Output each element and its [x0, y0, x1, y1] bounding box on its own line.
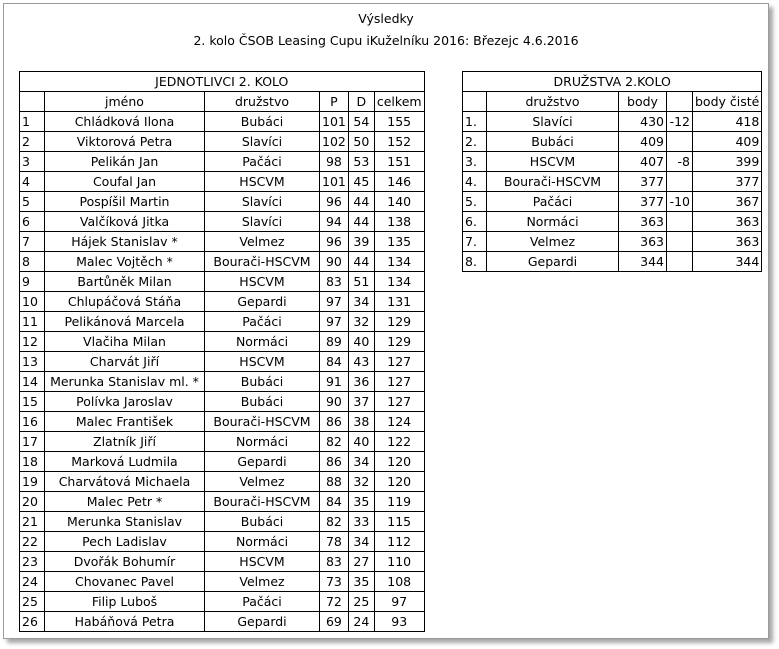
total-cell: 120: [374, 452, 424, 472]
total-cell: 151: [374, 152, 424, 172]
rank-cell: 24: [20, 572, 45, 592]
col-header-total: celkem: [374, 92, 424, 112]
table-row: [20, 292, 425, 312]
team-name-cell: Bubáci: [487, 132, 619, 152]
rank-cell: 3: [20, 152, 45, 172]
table-row: [20, 372, 425, 392]
team-points-cell: 430: [619, 112, 667, 132]
rank-cell: 18: [20, 452, 45, 472]
team-cell: Pačáci: [205, 152, 320, 172]
table-row: [463, 212, 762, 232]
team-name-cell: Velmez: [487, 232, 619, 252]
table-row: [20, 612, 425, 632]
col-header-rank: [20, 92, 45, 112]
total-cell: 122: [374, 432, 424, 452]
team-points-cell: 377: [619, 192, 667, 212]
rank-cell: 16: [20, 412, 45, 432]
table-row: [463, 232, 762, 252]
p-cell: 102: [320, 132, 349, 152]
rank-cell: 7: [20, 232, 45, 252]
p-cell: 101: [320, 172, 349, 192]
total-cell: 127: [374, 372, 424, 392]
rank-cell: 25: [20, 592, 45, 612]
individual-results-table: [19, 71, 425, 632]
name-cell: Chládková Ilona: [45, 112, 205, 132]
total-cell: 93: [374, 612, 424, 632]
total-cell: 124: [374, 412, 424, 432]
p-cell: 69: [320, 612, 349, 632]
team-cell: Gepardi: [205, 612, 320, 632]
rank-cell: 8: [20, 252, 45, 272]
p-cell: 94: [320, 212, 349, 232]
name-cell: Marková Ludmila: [45, 452, 205, 472]
p-cell: 83: [320, 552, 349, 572]
d-cell: 33: [348, 512, 374, 532]
name-cell: Vlačiha Milan: [45, 332, 205, 352]
table-row: [20, 272, 425, 292]
p-cell: 96: [320, 192, 349, 212]
rank-cell: 17: [20, 432, 45, 452]
team-cell: Gepardi: [205, 452, 320, 472]
d-cell: 44: [348, 192, 374, 212]
rank-cell: 19: [20, 472, 45, 492]
p-cell: 101: [320, 112, 349, 132]
rank-cell: 13: [20, 352, 45, 372]
team-net-cell: 409: [693, 132, 762, 152]
team-col-header-rank: [463, 92, 487, 112]
p-cell: 89: [320, 332, 349, 352]
table-row: [463, 252, 762, 272]
p-cell: 91: [320, 372, 349, 392]
total-cell: 120: [374, 472, 424, 492]
rank-cell: 2: [20, 132, 45, 152]
table-row: [20, 352, 425, 372]
total-cell: 119: [374, 492, 424, 512]
page-title: Výsledky: [358, 11, 414, 26]
name-cell: Dvořák Bohumír: [45, 552, 205, 572]
team-rank-cell: 8.: [463, 252, 487, 272]
team-name-cell: Pačáci: [487, 192, 619, 212]
table-row: [20, 552, 425, 572]
team-cell: Bubáci: [205, 112, 320, 132]
d-cell: 34: [348, 532, 374, 552]
rank-cell: 23: [20, 552, 45, 572]
p-cell: 98: [320, 152, 349, 172]
team-cell: Velmez: [205, 572, 320, 592]
team-cell: HSCVM: [205, 272, 320, 292]
table-row: [20, 392, 425, 412]
team-cell: Pačáci: [205, 592, 320, 612]
name-cell: Polívka Jaroslav: [45, 392, 205, 412]
name-cell: Charvátová Michaela: [45, 472, 205, 492]
name-cell: Coufal Jan: [45, 172, 205, 192]
team-cell: Normáci: [205, 432, 320, 452]
total-cell: 97: [374, 592, 424, 612]
rank-cell: 6: [20, 212, 45, 232]
table-row: [463, 172, 762, 192]
team-caption-row: [463, 72, 762, 92]
rank-cell: 5: [20, 192, 45, 212]
team-cell: Bubáci: [205, 392, 320, 412]
rank-cell: 21: [20, 512, 45, 532]
rank-cell: 1: [20, 112, 45, 132]
d-cell: 27: [348, 552, 374, 572]
p-cell: 86: [320, 452, 349, 472]
total-cell: 115: [374, 512, 424, 532]
team-name-cell: Bourači-HSCVM: [487, 172, 619, 192]
total-cell: 127: [374, 392, 424, 412]
rank-cell: 15: [20, 392, 45, 412]
table-row: [20, 172, 425, 192]
total-cell: 129: [374, 332, 424, 352]
team-rank-cell: 1.: [463, 112, 487, 132]
table-row: [463, 132, 762, 152]
individual-header-row: [20, 92, 425, 112]
table-row: [20, 332, 425, 352]
total-cell: 134: [374, 272, 424, 292]
team-cell: HSCVM: [205, 552, 320, 572]
col-header-d: D: [348, 92, 374, 112]
team-net-cell: 399: [693, 152, 762, 172]
team-points-cell: 409: [619, 132, 667, 152]
team-cell: Bubáci: [205, 512, 320, 532]
team-cell: Bourači-HSCVM: [205, 412, 320, 432]
name-cell: Chlupáčová Stáňa: [45, 292, 205, 312]
p-cell: 78: [320, 532, 349, 552]
table-row: [20, 252, 425, 272]
table-row: [20, 572, 425, 592]
table-row: [20, 232, 425, 252]
table-row: [20, 192, 425, 212]
p-cell: 88: [320, 472, 349, 492]
table-row: [20, 412, 425, 432]
name-cell: Chovanec Pavel: [45, 572, 205, 592]
name-cell: Viktorová Petra: [45, 132, 205, 152]
team-penalty-cell: [667, 252, 693, 272]
team-col-header-team: družstvo: [487, 92, 619, 112]
name-cell: Bartůněk Milan: [45, 272, 205, 292]
team-points-cell: 363: [619, 232, 667, 252]
team-cell: Bubáci: [205, 372, 320, 392]
team-penalty-cell: -8: [667, 152, 693, 172]
team-results-table: [462, 71, 762, 272]
team-cell: Slavíci: [205, 212, 320, 232]
page-subtitle: 2. kolo ČSOB Leasing Cupu iKuželníku 2016: Březejc 4.6.2016: [193, 33, 579, 48]
p-cell: 96: [320, 232, 349, 252]
d-cell: 44: [348, 252, 374, 272]
team-name-cell: Normáci: [487, 212, 619, 232]
d-cell: 53: [348, 152, 374, 172]
team-cell: Velmez: [205, 472, 320, 492]
team-net-cell: 363: [693, 212, 762, 232]
table-row: [20, 212, 425, 232]
name-cell: Valčíková Jitka: [45, 212, 205, 232]
table-row: [20, 592, 425, 612]
name-cell: Habáňová Petra: [45, 612, 205, 632]
rank-cell: 10: [20, 292, 45, 312]
team-points-cell: 377: [619, 172, 667, 192]
rank-cell: 22: [20, 532, 45, 552]
d-cell: 43: [348, 352, 374, 372]
d-cell: 39: [348, 232, 374, 252]
d-cell: 40: [348, 432, 374, 452]
team-penalty-cell: [667, 132, 693, 152]
team-net-cell: 363: [693, 232, 762, 252]
team-rank-cell: 2.: [463, 132, 487, 152]
p-cell: 90: [320, 252, 349, 272]
team-cell: Pačáci: [205, 312, 320, 332]
table-row: [20, 532, 425, 552]
team-rank-cell: 4.: [463, 172, 487, 192]
team-net-cell: 377: [693, 172, 762, 192]
name-cell: Merunka Stanislav ml. *: [45, 372, 205, 392]
team-cell: Slavíci: [205, 192, 320, 212]
total-cell: 112: [374, 532, 424, 552]
team-cell: Slavíci: [205, 132, 320, 152]
name-cell: Pech Ladislav: [45, 532, 205, 552]
team-col-header-points: body: [619, 92, 667, 112]
name-cell: Malec František: [45, 412, 205, 432]
individual-caption-row: [20, 72, 425, 92]
d-cell: 32: [348, 472, 374, 492]
table-row: [20, 492, 425, 512]
p-cell: 86: [320, 412, 349, 432]
team-cell: Bourači-HSCVM: [205, 252, 320, 272]
team-cell: HSCVM: [205, 172, 320, 192]
rank-cell: 9: [20, 272, 45, 292]
rank-cell: 20: [20, 492, 45, 512]
p-cell: 83: [320, 272, 349, 292]
team-name-cell: Gepardi: [487, 252, 619, 272]
col-header-p: P: [320, 92, 349, 112]
name-cell: Malec Petr *: [45, 492, 205, 512]
rank-cell: 26: [20, 612, 45, 632]
team-penalty-cell: -10: [667, 192, 693, 212]
total-cell: 134: [374, 252, 424, 272]
col-header-team: družstvo: [205, 92, 320, 112]
team-cell: HSCVM: [205, 352, 320, 372]
p-cell: 97: [320, 292, 349, 312]
rank-cell: 14: [20, 372, 45, 392]
table-row: [20, 432, 425, 452]
d-cell: 34: [348, 452, 374, 472]
table-row: [20, 132, 425, 152]
p-cell: 73: [320, 572, 349, 592]
team-points-cell: 363: [619, 212, 667, 232]
total-cell: 127: [374, 352, 424, 372]
d-cell: 32: [348, 312, 374, 332]
team-penalty-cell: [667, 172, 693, 192]
table-row: [463, 152, 762, 172]
team-rank-cell: 5.: [463, 192, 487, 212]
team-caption: DRUŽSTVA 2.KOLO: [463, 72, 762, 92]
d-cell: 44: [348, 212, 374, 232]
team-rank-cell: 7.: [463, 232, 487, 252]
name-cell: Filip Luboš: [45, 592, 205, 612]
total-cell: 131: [374, 292, 424, 312]
total-cell: 155: [374, 112, 424, 132]
total-cell: 110: [374, 552, 424, 572]
p-cell: 97: [320, 312, 349, 332]
table-row: [463, 112, 762, 132]
d-cell: 54: [348, 112, 374, 132]
d-cell: 37: [348, 392, 374, 412]
d-cell: 40: [348, 332, 374, 352]
team-cell: Gepardi: [205, 292, 320, 312]
team-col-header-net: body čisté: [693, 92, 762, 112]
total-cell: 135: [374, 232, 424, 252]
d-cell: 38: [348, 412, 374, 432]
d-cell: 25: [348, 592, 374, 612]
table-row: [20, 452, 425, 472]
team-name-cell: HSCVM: [487, 152, 619, 172]
team-cell: Normáci: [205, 332, 320, 352]
team-header-row: [463, 92, 762, 112]
table-row: [463, 192, 762, 212]
rank-cell: 11: [20, 312, 45, 332]
rank-cell: 12: [20, 332, 45, 352]
team-penalty-cell: [667, 232, 693, 252]
total-cell: 146: [374, 172, 424, 192]
table-row: [20, 472, 425, 492]
total-cell: 129: [374, 312, 424, 332]
team-points-cell: 407: [619, 152, 667, 172]
team-rank-cell: 3.: [463, 152, 487, 172]
name-cell: Charvát Jiří: [45, 352, 205, 372]
team-rank-cell: 6.: [463, 212, 487, 232]
p-cell: 90: [320, 392, 349, 412]
team-col-header-penalty: [667, 92, 693, 112]
d-cell: 36: [348, 372, 374, 392]
name-cell: Merunka Stanislav: [45, 512, 205, 532]
team-cell: Normáci: [205, 532, 320, 552]
table-row: [20, 112, 425, 132]
p-cell: 82: [320, 512, 349, 532]
total-cell: 108: [374, 572, 424, 592]
team-points-cell: 344: [619, 252, 667, 272]
team-penalty-cell: -12: [667, 112, 693, 132]
col-header-name: jméno: [45, 92, 205, 112]
table-row: [20, 512, 425, 532]
name-cell: Pelikán Jan: [45, 152, 205, 172]
d-cell: 51: [348, 272, 374, 292]
p-cell: 84: [320, 492, 349, 512]
team-net-cell: 418: [693, 112, 762, 132]
team-cell: Bourači-HSCVM: [205, 492, 320, 512]
total-cell: 152: [374, 132, 424, 152]
d-cell: 35: [348, 572, 374, 592]
d-cell: 35: [348, 492, 374, 512]
individual-caption: JEDNOTLIVCI 2. KOLO: [20, 72, 425, 92]
team-net-cell: 367: [693, 192, 762, 212]
table-row: [20, 152, 425, 172]
name-cell: Zlatník Jiří: [45, 432, 205, 452]
name-cell: Pelikánová Marcela: [45, 312, 205, 332]
p-cell: 84: [320, 352, 349, 372]
p-cell: 72: [320, 592, 349, 612]
team-name-cell: Slavíci: [487, 112, 619, 132]
d-cell: 24: [348, 612, 374, 632]
rank-cell: 4: [20, 172, 45, 192]
table-row: [20, 312, 425, 332]
team-cell: Velmez: [205, 232, 320, 252]
name-cell: Malec Vojtěch *: [45, 252, 205, 272]
d-cell: 45: [348, 172, 374, 192]
p-cell: 82: [320, 432, 349, 452]
d-cell: 34: [348, 292, 374, 312]
name-cell: Hájek Stanislav *: [45, 232, 205, 252]
total-cell: 140: [374, 192, 424, 212]
name-cell: Pospíšil Martin: [45, 192, 205, 212]
results-sheet: [3, 3, 769, 639]
team-net-cell: 344: [693, 252, 762, 272]
team-penalty-cell: [667, 212, 693, 232]
total-cell: 138: [374, 212, 424, 232]
d-cell: 50: [348, 132, 374, 152]
